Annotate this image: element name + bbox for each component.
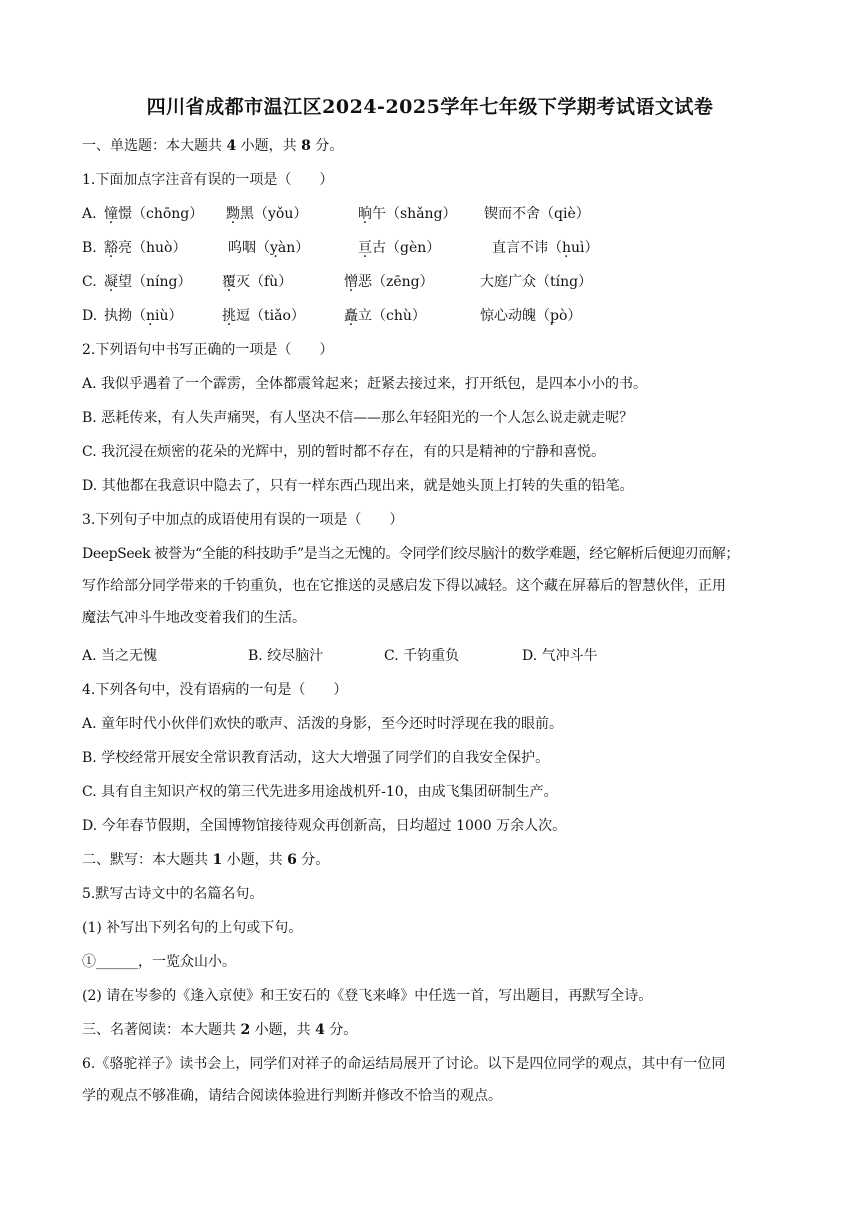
q1-a-item-3: 晌午（shǎng） (358, 206, 457, 222)
question-6-line-1: 6.《骆驼祥子》读书会上，同学们对祥子的命运结局展开了讨论。以下是四位同学的观点，其中有一位同 (82, 1056, 726, 1072)
section-text: 分。 (296, 852, 330, 868)
question-1-stem: 1.下面加点字注音有误的一项是（ ） (82, 172, 334, 188)
section-text: 一、单选题：本大题共 (82, 138, 227, 154)
section-text: 三、名著阅读：本大题共 (82, 1022, 241, 1038)
q2-option-c: C. 我沉浸在烦密的花朵的光辉中，别的暂时都不存在，有的只是精神的宁静和喜悦。 (82, 444, 606, 460)
question-5-stem: 5.默写古诗文中的名篇名句。 (82, 886, 264, 902)
q1-a-item-4: 锲而不舍（qiè） (484, 206, 590, 222)
question-2-stem: 2.下列语句中书写正确的一项是（ ） (82, 342, 334, 358)
page-title: 四川省成都市温江区2024-2025学年七年级下学期考试语文试卷 (146, 96, 714, 118)
q2-option-b: B. 恶耗传来，有人失声痛哭，有人坚决不信——那么年轻阳光的一个人怎么说走就走呢？ (82, 410, 634, 426)
q1-a-item-1: 憧憬（chōng） (104, 206, 204, 222)
section-text: 小题，共 (236, 138, 302, 154)
q3-passage-line-2: 写作给部分同学带来的千钧重负，也在它推送的灵感启发下得以减轻。这个藏在屏幕后的智慧伙伴，正用 (82, 578, 726, 594)
q1-d-item-1: 执拗（niù） · (104, 306, 183, 326)
q4-option-a: A. 童年时代小伙伴们欢快的歌声、活泼的身影，至今还时时浮现在我的眼前。 (82, 716, 564, 732)
q3-option-d: D. 气冲斗牛 (522, 648, 598, 664)
section-heading-2 (82, 850, 782, 870)
option-label: C. (82, 274, 97, 290)
q1-c-item-4: 大庭广众（tíng） (480, 274, 593, 290)
section-text: 分。 (324, 1022, 358, 1038)
q1-c-item-1: 凝望（níng） (104, 274, 192, 290)
question-6-line-2: 学的观点不够准确，请结合阅读体验进行判断并修改不恰当的观点。 (82, 1088, 502, 1104)
q3-option-c: C. 千钧重负 (384, 648, 460, 664)
option-label: D. (82, 308, 98, 324)
question-3-stem: 3.下列句子中加点的成语使用有误的一项是（ ） (82, 512, 404, 528)
question-count: 1 (212, 852, 223, 868)
section-score: 8 (301, 138, 311, 154)
question-count: 2 (240, 1022, 251, 1038)
q3-passage-line-1: DeepSeek 被誉为“全能的科技助手”是当之无愧的。令同学们绞尽脑汁的数学难题，经它解析后便迎刃而解； (82, 546, 739, 562)
q1-b-item-1: 豁亮（huò） (104, 240, 187, 256)
q3-option-b: B. 绞尽脑汁 (248, 648, 324, 664)
q4-option-b: B. 学校经常开展安全常识教育活动，这大大增强了同学们的自我安全保护。 (82, 750, 550, 766)
option-label: A. (82, 206, 97, 222)
q1-d-item-2: 挑逗（tiǎo） (222, 308, 305, 324)
section-score: 4 (315, 1022, 325, 1038)
q3-passage-line-3: 魔法气冲斗牛地改变着我们的生活。 (82, 610, 306, 626)
question-count: 4 (226, 138, 237, 154)
q1-a-item-2: 黝黑（yǒu） (226, 206, 308, 222)
q2-option-d: D. 其他都在我意识中隐去了，只有一样东西凸现出来，就是她头顶上打转的失重的铅笔。 (82, 478, 634, 494)
q5-subquestion-2: (2) 请在岑参的《逢入京使》和王安石的《登飞来峰》中任选一首，写出题目，再默写全诗。 (82, 988, 653, 1004)
section-text: 二、默写：本大题共 (82, 852, 213, 868)
section-heading-1 (82, 136, 782, 156)
q5-fill-blank: ①______，一览众山小。 (82, 954, 236, 970)
q2-option-a: A. 我似乎遇着了一个霹雳，全体都震耸起来；赶紧去接过来，打开纸包，是四本小小的书。 (82, 376, 648, 392)
q1-d-item-4: 惊心动魄（pò） · (480, 306, 581, 326)
q1-b-item-4: 直言不讳（huì） · (492, 238, 599, 258)
q1-c-item-3: 憎恶（zēng） (344, 274, 434, 290)
q1-d-item-3: 矗立（chù） (344, 308, 426, 324)
section-text: 小题，共 (222, 852, 288, 868)
section-text: 小题，共 (250, 1022, 316, 1038)
q4-option-c: C. 具有自主知识产权的第三代先进多用途战机歼-10，由成飞集团研制生产。 (82, 784, 558, 800)
question-4-stem: 4.下列各句中，没有语病的一句是（ ） (82, 682, 348, 698)
q1-b-item-3: 亘古（gèn） (358, 240, 441, 256)
q5-subquestion-1: (1) 补写出下列名句的上句或下句。 (82, 920, 303, 936)
q1-c-item-2: 覆灭（fù） (222, 274, 293, 290)
section-text: 分。 (310, 138, 344, 154)
section-score: 6 (287, 852, 297, 868)
q3-option-a: A. 当之无愧 (82, 648, 158, 664)
option-label: B. (82, 240, 97, 256)
q4-option-d: D. 今年春节假期，全国博物馆接待观众再创新高，日均超过 1000 万余人次。 (82, 818, 567, 834)
section-heading-3 (82, 1020, 782, 1040)
q1-b-item-2: 呜咽（yàn） · (228, 238, 309, 258)
